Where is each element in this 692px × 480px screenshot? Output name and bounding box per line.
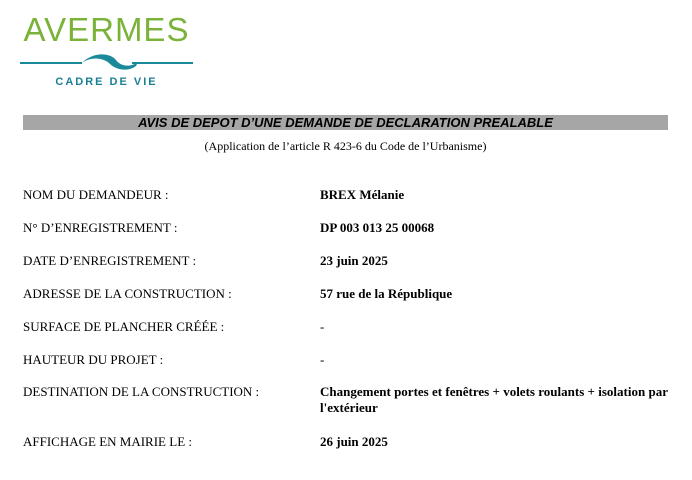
field-value: DP 003 013 25 00068 bbox=[320, 220, 435, 235]
logo-wave-shape bbox=[82, 54, 138, 69]
field-label: HAUTEUR DU PROJET : bbox=[23, 352, 164, 367]
field-label: AFFICHAGE EN MAIRIE LE : bbox=[23, 434, 192, 449]
logo-title: AVERMES bbox=[23, 11, 190, 48]
field-value: 23 juin 2025 bbox=[320, 253, 388, 268]
field-label: SURFACE DE PLANCHER CRÉÉE : bbox=[23, 319, 225, 334]
field-label: DESTINATION DE LA CONSTRUCTION : bbox=[23, 384, 260, 399]
field-value: - bbox=[320, 352, 325, 367]
field-value: 26 juin 2025 bbox=[320, 434, 388, 449]
field-label: ADRESSE DE LA CONSTRUCTION : bbox=[23, 286, 232, 301]
field-label: NOM DU DEMANDEUR : bbox=[23, 187, 169, 202]
field-value: Changement portes et fenêtres + volets roulants + isolation par l'extérieur bbox=[320, 384, 668, 415]
field-label: DATE D’ENREGISTREMENT : bbox=[23, 253, 197, 268]
field-label: N° D’ENREGISTREMENT : bbox=[23, 220, 178, 235]
field-value: BREX Mélanie bbox=[320, 187, 405, 202]
field-value: 57 rue de la République bbox=[320, 286, 453, 301]
logo-wave-icon bbox=[20, 50, 193, 74]
notice-banner: AVIS DE DEPOT D’UNE DEMANDE DE DECLARATION PREALABLE bbox=[23, 115, 668, 130]
logo-subtitle: CADRE DE VIE bbox=[55, 76, 158, 88]
avermes-logo bbox=[20, 12, 195, 92]
field-value: - bbox=[320, 319, 325, 334]
notice-subtitle: (Application de l’article R 423-6 du Code de l’Urbanisme) bbox=[204, 139, 487, 153]
